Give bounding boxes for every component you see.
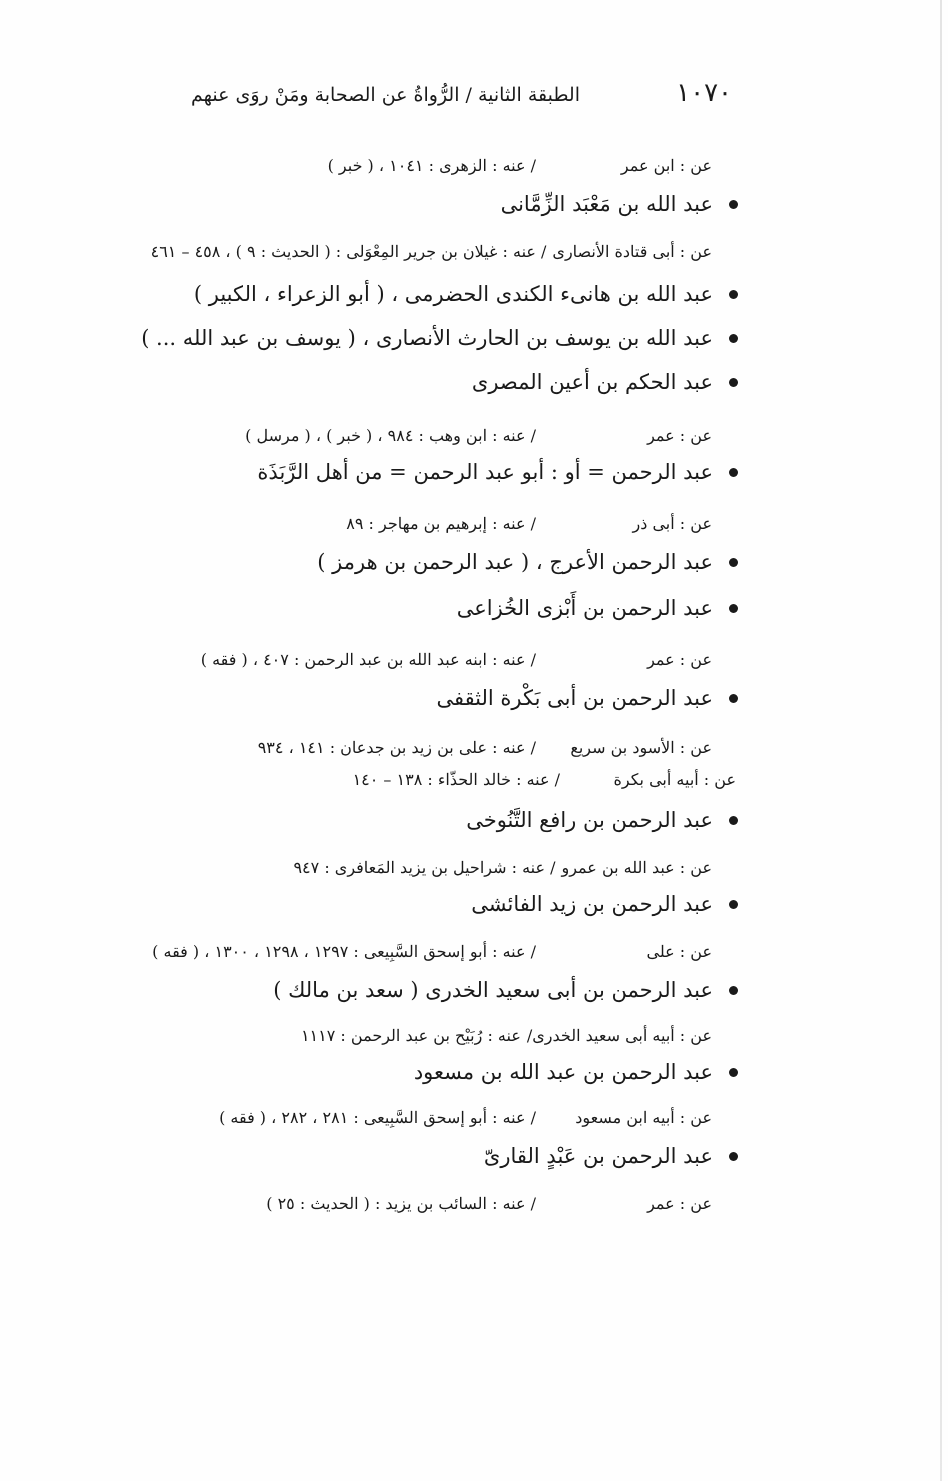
scan-edge-shadow: [940, 0, 942, 1481]
narrated-by: / عنه : ابنه عبد الله بن عبد الرحمن : ٤٠٧ ، ( فقه ): [200, 650, 536, 669]
narration-line: [258, 738, 712, 757]
narration-line: [151, 242, 712, 261]
narrated-from: عن : عبد الله بن عمرو: [561, 858, 712, 877]
narrator-entry: [471, 892, 738, 916]
narrator-name: عبد الرحمن بن أبى سعيد الخدرى ( سعد بن مالك ): [273, 978, 713, 1002]
narrator-entry: [466, 808, 738, 832]
bullet-icon: [729, 1152, 738, 1161]
narrator-name: عبد الرحمن بن عبد الله بن مسعود: [413, 1060, 713, 1084]
narrated-by: / عنه : خالد الحذّاء : ١٣٨ – ١٤٠: [352, 770, 560, 789]
narration-line: [346, 514, 712, 533]
narrated-from: عن : ابن عمر: [620, 156, 712, 175]
narrator-name: عبد الله بن هانىء الكندى الحضرمى ، ( أبو الزعراء ، الكبير ): [193, 282, 713, 306]
narrator-entry: [457, 596, 738, 620]
narrated-by: عنه : رُبَيْح بن عبد الرحمن : ١١١٧: [300, 1026, 521, 1045]
bullet-icon: [729, 200, 738, 209]
narrator-name: عبد الرحمن = أو : أبو عبد الرحمن = من أهل الرَّبَذَة: [257, 460, 713, 484]
bullet-icon: [729, 604, 738, 613]
narrator-name: عبد الرحمن الأعرج ، ( عبد الرحمن بن هرمز ): [317, 550, 713, 574]
narrated-by: / عنه : شراحيل بن يزيد المَعافرى : ٩٤٧: [293, 858, 556, 877]
narrator-entry: [257, 460, 738, 484]
narrator-entry: [484, 1144, 738, 1168]
narrator-name: عبد الحكم بن أعين المصرى: [471, 370, 713, 394]
bullet-icon: [729, 334, 738, 343]
narrator-entry: [436, 686, 738, 710]
bullet-icon: [729, 558, 738, 567]
narrated-from: عن : عمر: [647, 1194, 712, 1213]
narrated-from: عن : عمر: [647, 650, 712, 669]
narrator-entry: [141, 326, 738, 350]
page-header: [190, 78, 740, 112]
narrator-name: عبد الرحمن بن زيد الفائشى: [471, 892, 713, 916]
narration-line: [201, 650, 712, 669]
narrated-from: عن : أبى ذر: [632, 514, 712, 533]
narration-line: [152, 942, 712, 961]
narrator-entry: [414, 1060, 738, 1084]
narration-line: [245, 426, 712, 445]
narrated-from: عن : أبيه أبى بكرة: [613, 770, 736, 789]
narrated-from: عن : على: [646, 942, 712, 961]
bullet-icon: [729, 694, 738, 703]
narrator-name: عبد الرحمن بن رافع التَّنُوخى: [466, 808, 713, 832]
narrated-from: عن : أبيه ابن مسعود: [575, 1108, 712, 1127]
narrator-name: عبد الرحمن بن عَبْدٍ القارىّ: [483, 1144, 713, 1168]
narrated-by: / عنه : إبرهيم بن مهاجر : ٨٩: [346, 514, 536, 533]
narrator-name: عبد الله بن يوسف بن الحارث الأنصارى ، ( يوسف بن عبد الله ... ): [141, 326, 713, 350]
running-head: الطبقة الثانية / الرُّواةُ عن الصحابة ومَنْ روَى عنهم: [190, 84, 580, 106]
bullet-icon: [729, 816, 738, 825]
narrated-by: / عنه : الزهرى : ١٠٤١ ، ( خبر ): [327, 156, 536, 175]
narrator-entry: [501, 192, 738, 216]
narration-line: [328, 156, 712, 175]
narrator-entry: [317, 550, 738, 574]
narrator-entry: [472, 370, 738, 394]
narration-line: [266, 1194, 712, 1213]
narrated-from: عن : الأسود بن سريع: [570, 738, 712, 757]
bullet-icon: [729, 290, 738, 299]
narrated-by: / عنه : أبو إسحق السَّبِيعى : ٢٨١ ، ٢٨٢ ، ( فقه ): [219, 1108, 536, 1127]
narrator-entry: [194, 282, 738, 306]
narration-line: [301, 1026, 712, 1045]
narrated-from: عن : عمر: [647, 426, 712, 445]
bullet-icon: [729, 468, 738, 477]
narrated-by: / عنه : السائب بن يزيد : ( الحديث : ٢٥ ): [266, 1194, 536, 1213]
narration-line: [293, 858, 712, 877]
narrator-name: عبد الله بن مَعْبَد الزِّمَّانى: [500, 192, 713, 216]
narrated-from: عن : أبى قتادة الأنصارى: [552, 242, 712, 261]
narrator-entry: [273, 978, 738, 1002]
narrator-name: عبد الرحمن بن أبى بَكْرة الثقفى: [436, 686, 713, 710]
narration-line: [219, 1108, 712, 1127]
bullet-icon: [729, 986, 738, 995]
narrated-from: عن : أبيه أبى سعيد الخدرى/: [526, 1026, 712, 1045]
bullet-icon: [729, 900, 738, 909]
narrated-by: / عنه : غيلان بن جرير المِعْوَلى : ( الحديث : ٩ ) ، ٤٥٨ – ٤٦١: [150, 242, 547, 261]
bullet-icon: [729, 1068, 738, 1077]
narrated-by: / عنه : أبو إسحق السَّبِيعى : ١٢٩٧ ، ١٢٩٨ ، ١٣٠٠ ، ( فقه ): [152, 942, 536, 961]
narrated-by: / عنه : على بن زيد بن جدعان : ١٤١ ، ٩٣٤: [257, 738, 536, 757]
narrator-name: عبد الرحمن بن أَبْزى الخُزاعى: [456, 596, 713, 620]
narration-line: [353, 770, 736, 789]
narrated-by: / عنه : ابن وهب : ٩٨٤ ، ( خبر ) ، ( مرسل ): [245, 426, 536, 445]
page-number: ١٠٧٠: [676, 78, 732, 108]
bullet-icon: [729, 378, 738, 387]
